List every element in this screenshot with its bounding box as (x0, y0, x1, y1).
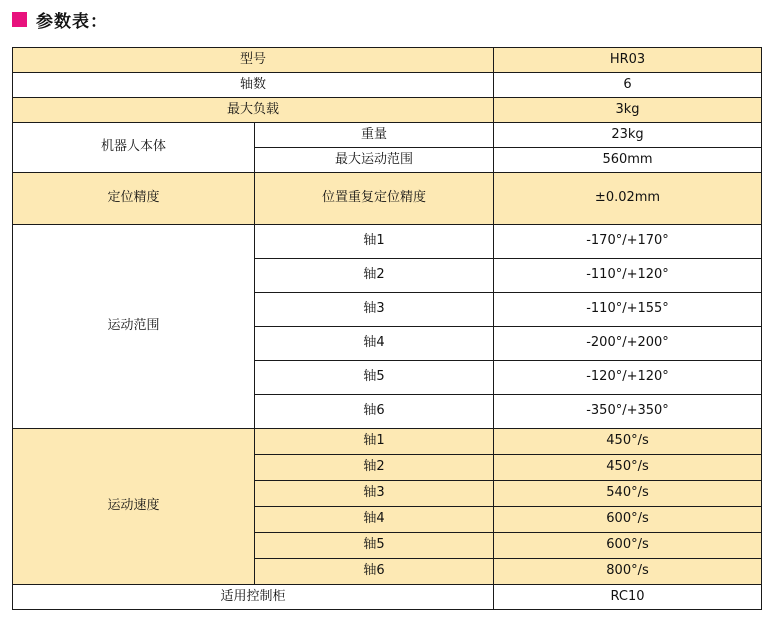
table-row-speed-axis1 (13, 429, 762, 455)
speed-axis-value: 450°/s (494, 429, 762, 455)
positioning-value: ±0.02mm (494, 173, 762, 225)
speed-axis-value: 800°/s (494, 559, 762, 585)
positioning-label: 定位精度 (13, 173, 255, 225)
speed-axis-value: 600°/s (494, 533, 762, 559)
speed-axis-value: 540°/s (494, 481, 762, 507)
motion-speed-label: 运动速度 (13, 429, 255, 585)
table-row-model (13, 48, 762, 73)
payload-label: 最大负载 (13, 98, 494, 123)
speed-axis-label: 轴5 (255, 533, 494, 559)
range-axis-value: -200°/+200° (494, 327, 762, 361)
robot-body-label: 机器人本体 (13, 123, 255, 173)
reach-value: 560mm (494, 148, 762, 173)
speed-axis-label: 轴4 (255, 507, 494, 533)
range-axis-value: -120°/+120° (494, 361, 762, 395)
section-title: 参数表： (36, 11, 108, 32)
range-axis-label: 轴3 (255, 293, 494, 327)
weight-value: 23kg (494, 123, 762, 148)
range-axis-label: 轴6 (255, 395, 494, 429)
range-axis-value: -350°/+350° (494, 395, 762, 429)
reach-label: 最大运动范围 (255, 148, 494, 173)
range-axis-label: 轴1 (255, 225, 494, 259)
range-axis-value: -110°/+155° (494, 293, 762, 327)
range-axis-label: 轴5 (255, 361, 494, 395)
axes-label: 轴数 (13, 73, 494, 98)
table-row-controller (13, 585, 762, 610)
speed-axis-label: 轴6 (255, 559, 494, 585)
speed-axis-label: 轴3 (255, 481, 494, 507)
range-axis-value: -110°/+120° (494, 259, 762, 293)
square-bullet-icon (12, 12, 27, 27)
range-axis-label: 轴4 (255, 327, 494, 361)
axes-value: 6 (494, 73, 762, 98)
speed-axis-value: 600°/s (494, 507, 762, 533)
spec-table (12, 47, 762, 610)
speed-axis-label: 轴1 (255, 429, 494, 455)
section-header (12, 8, 108, 30)
table-row-payload (13, 98, 762, 123)
motion-range-label: 运动范围 (13, 225, 255, 429)
model-value: HR03 (494, 48, 762, 73)
range-axis-value: -170°/+170° (494, 225, 762, 259)
controller-label: 适用控制柜 (13, 585, 494, 610)
weight-label: 重量 (255, 123, 494, 148)
positioning-sub-label: 位置重复定位精度 (255, 173, 494, 225)
table-row-positioning (13, 173, 762, 225)
controller-value: RC10 (494, 585, 762, 610)
model-label: 型号 (13, 48, 494, 73)
table-row-weight (13, 123, 762, 148)
range-axis-label: 轴2 (255, 259, 494, 293)
speed-axis-value: 450°/s (494, 455, 762, 481)
table-row-range-axis1 (13, 225, 762, 259)
payload-value: 3kg (494, 98, 762, 123)
table-row-axes (13, 73, 762, 98)
speed-axis-label: 轴2 (255, 455, 494, 481)
